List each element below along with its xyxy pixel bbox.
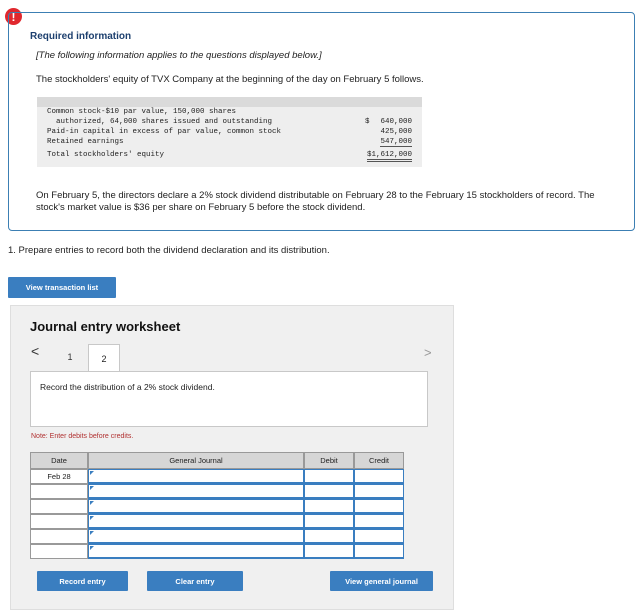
account-input[interactable] bbox=[88, 529, 304, 544]
equity-value: 640,000 bbox=[380, 118, 412, 126]
journal-row bbox=[30, 484, 404, 499]
table-top-bar bbox=[37, 97, 422, 107]
instruction-box bbox=[30, 371, 428, 427]
clear-entry-button[interactable]: Clear entry bbox=[147, 571, 243, 591]
question-text: 1. Prepare entries to record both the dividend declaration and its distribution. bbox=[8, 245, 330, 256]
page-tab-1[interactable]: 1 bbox=[67, 352, 73, 362]
equity-row bbox=[47, 108, 412, 118]
journal-row bbox=[30, 529, 404, 544]
date-cell bbox=[30, 544, 88, 559]
debit-input[interactable] bbox=[304, 469, 354, 484]
required-info-title: Required information bbox=[30, 31, 132, 42]
required-info-body: On February 5, the directors declare a 2% stock dividend distributable on February 28 to the February 15 stockholders of record. The stock's market value is $36 per share on February 5 before the stock dividend. bbox=[36, 190, 595, 213]
debit-input[interactable] bbox=[304, 499, 354, 514]
instruction-text: Record the distribution of a 2% stock dividend. bbox=[40, 382, 215, 392]
next-page-chevron-icon[interactable]: > bbox=[424, 345, 432, 360]
equity-label: Paid-in capital in excess of par value, common stock bbox=[47, 128, 282, 136]
column-header-credit: Credit bbox=[354, 452, 404, 469]
equity-row bbox=[47, 151, 412, 161]
debit-input[interactable] bbox=[304, 514, 354, 529]
debit-input[interactable] bbox=[304, 544, 354, 559]
alert-icon: ! bbox=[5, 8, 22, 25]
equity-label: authorized, 64,000 shares issued and outstanding bbox=[47, 118, 273, 126]
account-input[interactable] bbox=[88, 499, 304, 514]
column-header-general-journal: General Journal bbox=[88, 452, 304, 469]
page-tab-2[interactable]: 2 bbox=[88, 344, 120, 372]
debit-credit-note: Note: Enter debits before credits. bbox=[31, 433, 134, 440]
dropdown-corner-icon bbox=[90, 501, 94, 505]
account-input[interactable] bbox=[88, 469, 304, 484]
credit-input[interactable] bbox=[354, 544, 404, 559]
equity-value: $1,612,000 bbox=[367, 151, 412, 162]
column-header-debit: Debit bbox=[304, 452, 354, 469]
equity-row bbox=[47, 128, 412, 138]
debit-input[interactable] bbox=[304, 529, 354, 544]
dropdown-corner-icon bbox=[90, 471, 94, 475]
view-transaction-list-button[interactable]: View transaction list bbox=[8, 277, 116, 298]
journal-row bbox=[30, 544, 404, 559]
column-header-date: Date bbox=[30, 452, 88, 469]
equity-row bbox=[47, 138, 412, 148]
credit-input[interactable] bbox=[354, 469, 404, 484]
date-cell bbox=[30, 499, 88, 514]
journal-table bbox=[30, 452, 404, 560]
dropdown-corner-icon bbox=[90, 546, 94, 550]
equity-row bbox=[47, 118, 412, 128]
dropdown-corner-icon bbox=[90, 516, 94, 520]
required-info-note: [The following information applies to the questions displayed below.] bbox=[36, 50, 322, 61]
credit-input[interactable] bbox=[354, 529, 404, 544]
date-cell bbox=[30, 514, 88, 529]
account-input[interactable] bbox=[88, 484, 304, 499]
worksheet-title: Journal entry worksheet bbox=[30, 319, 181, 334]
dollar-sign: $ bbox=[365, 118, 370, 126]
account-input[interactable] bbox=[88, 544, 304, 559]
date-cell: Feb 28 bbox=[30, 469, 88, 484]
record-entry-button[interactable]: Record entry bbox=[37, 571, 128, 591]
equity-value: 425,000 bbox=[380, 128, 412, 136]
date-cell bbox=[30, 484, 88, 499]
journal-row bbox=[30, 499, 404, 514]
journal-row bbox=[30, 469, 404, 484]
debit-input[interactable] bbox=[304, 484, 354, 499]
required-info-intro: The stockholders' equity of TVX Company at the beginning of the day on February 5 follows. bbox=[36, 74, 424, 85]
view-general-journal-button[interactable]: View general journal bbox=[330, 571, 433, 591]
credit-input[interactable] bbox=[354, 514, 404, 529]
credit-input[interactable] bbox=[354, 499, 404, 514]
journal-row bbox=[30, 514, 404, 529]
dropdown-corner-icon bbox=[90, 486, 94, 490]
stockholders-equity-table bbox=[37, 97, 422, 167]
equity-label: Retained earnings bbox=[47, 138, 124, 146]
equity-label: Total stockholders' equity bbox=[47, 151, 165, 159]
equity-value: 547,000 bbox=[380, 138, 412, 146]
dropdown-corner-icon bbox=[90, 531, 94, 535]
date-cell bbox=[30, 529, 88, 544]
credit-input[interactable] bbox=[354, 484, 404, 499]
account-input[interactable] bbox=[88, 514, 304, 529]
equity-label: Common stock-$10 par value, 150,000 shares bbox=[47, 108, 237, 116]
prev-page-chevron-icon[interactable]: < bbox=[31, 343, 40, 359]
